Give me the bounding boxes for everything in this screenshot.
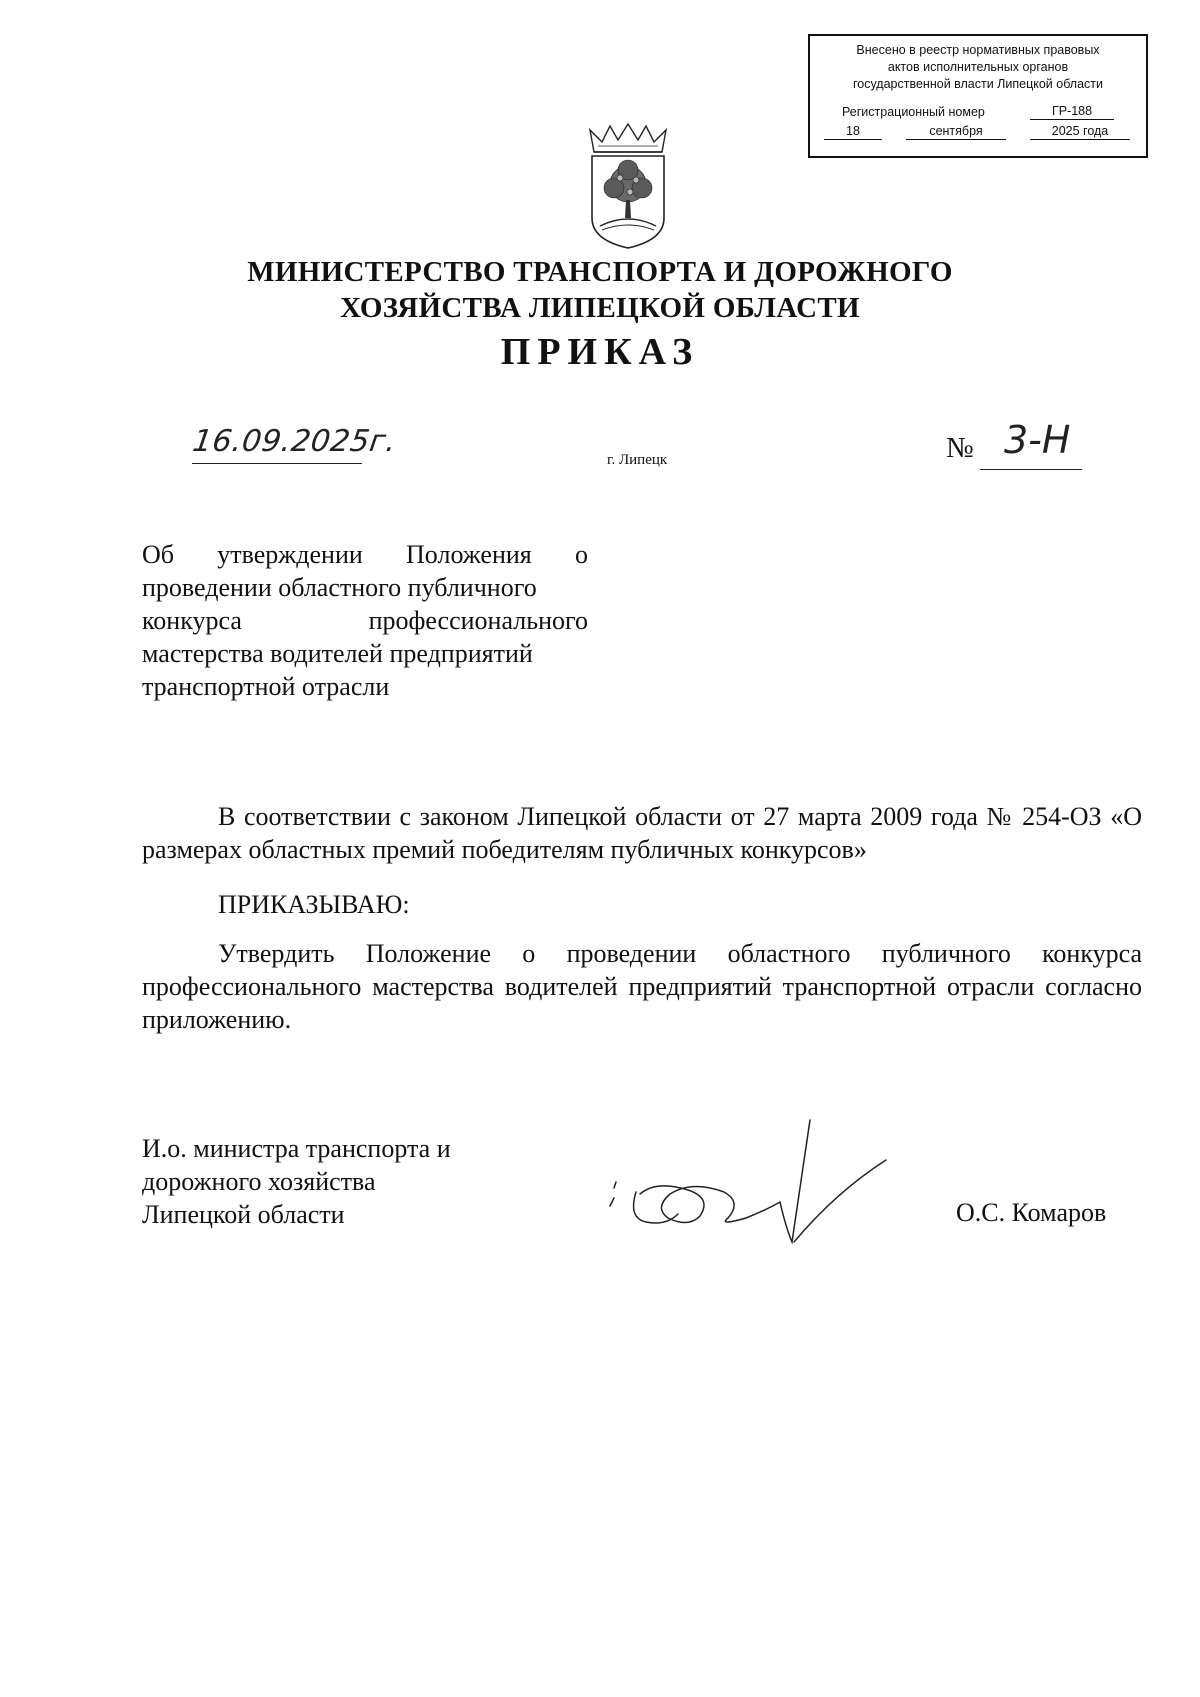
- signatory-name: О.С. Комаров: [956, 1198, 1107, 1227]
- subject-line-3: конкурса профессионального: [142, 606, 588, 635]
- stamp-year: 2025 года: [1030, 124, 1130, 140]
- stamp-date-row: [810, 124, 1146, 142]
- signatory-line-3: Липецкой области: [142, 1200, 345, 1229]
- date-underline: [192, 463, 362, 464]
- coat-of-arms-emblem: [580, 122, 676, 250]
- signatory-position: [142, 1132, 562, 1231]
- order-directive: ПРИКАЗЫВАЮ:: [218, 890, 410, 919]
- stamp-line-1: Внесено в реестр нормативных правовых: [856, 43, 1100, 57]
- signatory-line-2: дорожного хозяйства: [142, 1167, 376, 1196]
- subject-line-2: проведении областного публичного: [142, 573, 537, 602]
- stamp-month: сентября: [906, 124, 1006, 140]
- number-underline: [980, 469, 1082, 470]
- signatory-line-1: И.о. министра транспорта и: [142, 1134, 451, 1163]
- registry-stamp: [808, 34, 1148, 158]
- stamp-reg-row: [810, 104, 1146, 122]
- handwritten-signature: [596, 1118, 906, 1246]
- order-date: 16.09.2025г.: [190, 424, 399, 459]
- ministry-title-line-2: ХОЗЯЙСТВА ЛИПЕЦКОЙ ОБЛАСТИ: [340, 292, 860, 324]
- order-number: 3-Н: [1004, 418, 1071, 462]
- ministry-title-line-1: МИНИСТЕРСТВО ТРАНСПОРТА И ДОРОЖНОГО: [247, 256, 953, 288]
- document-type-heading: ПРИКАЗ: [500, 331, 700, 373]
- stamp-reg-label: Регистрационный номер: [842, 105, 985, 119]
- number-sign: №: [946, 432, 974, 464]
- order-text-paragraph: Утвердить Положение о проведении областного публичного конкурса профессионального мастерства водителей предприятий транспортной отрасли согласно приложению.: [142, 939, 1142, 1034]
- stamp-line-2: актов исполнительных органов: [887, 60, 1069, 74]
- stamp-reg-number: ГР-188: [1030, 104, 1114, 120]
- stamp-day: 18: [824, 124, 882, 140]
- order-subject: [142, 538, 588, 703]
- legal-basis-paragraph: В соответствии с законом Липецкой области от 27 марта 2009 года № 254-ОЗ «О размерах областных премий победителям публичных конкурсов»: [142, 802, 1142, 864]
- subject-line-1: Об утверждении Положения о: [142, 540, 588, 569]
- subject-line-5: транспортной отрасли: [142, 672, 390, 701]
- city-label: г. Липецк: [607, 452, 668, 468]
- subject-line-4: мастерства водителей предприятий: [142, 639, 533, 668]
- stamp-line-3: государственной власти Липецкой области: [852, 77, 1104, 91]
